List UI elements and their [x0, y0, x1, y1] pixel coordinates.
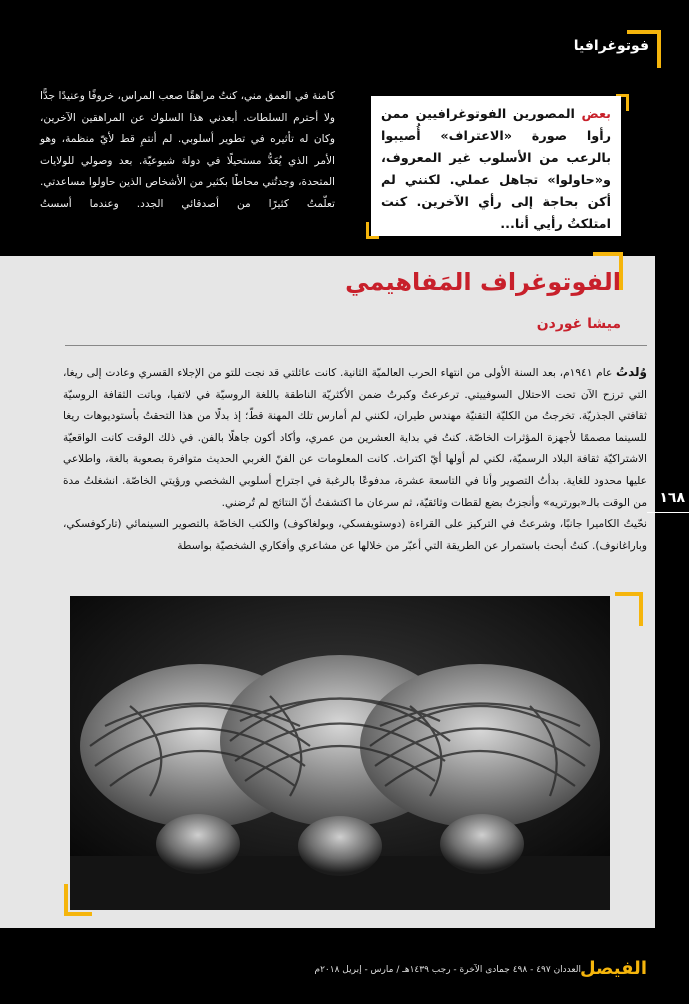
author-name: ميشا غوردن: [536, 316, 621, 332]
top-column-text: كامنة في العمق مني، كنتُ مراهقًا صعب المراس، خروفًا وعنيدًا جدًّا ولا أحترم السلطات. أبعدني هذا السلوك عن المراهقين الآخرين، وكان له تأثيره في تطوير أسلوبي. لم أنتمِ قط لأيّ منظمة، وهو الأمر الذي يُعَدُّ مستحيلًا في دولة شيوعيّة. بعد وصولي للولايات المتحدة، وجدتُني محاطًا بكثير من الأشخاص الذين حاولوا مساعدتي. تعلّمتُ كثيرًا من أصدقائي الجدد. وعندما أسستُ: [40, 90, 335, 210]
paragraph-1: [63, 362, 647, 514]
photo-corner-accent: [615, 592, 643, 626]
title-divider: [65, 345, 647, 346]
page-number: ١٦٨: [659, 490, 685, 506]
issue-info: العددان ٤٩٧ - ٤٩٨ جمادى الآخرة - رجب ١٤٣٩هـ / مارس - إبريل ٢٠١٨م: [314, 965, 581, 975]
page-number-rule: [647, 512, 689, 513]
photo-corner-accent-bottom: [64, 884, 92, 916]
artwork-photo: [70, 596, 610, 910]
pull-quote: [371, 96, 621, 236]
article-body: [63, 362, 647, 557]
article-title: الفوتوغراف المَفاهيمي: [345, 268, 621, 296]
paragraph-2: نحّيتُ الكاميرا جانبًا، وشرعتُ في التركيز على القراءة (دوستويفسكي، وبولغاكوف) والكتب الخاصّة بالتصوير السينمائي (تاركوفسكي، وباراغانوف). كنتُ أبحث باستمرار عن الطريقة التي أعبّر من خلالها عن مشاعري وأفكاري الشخصيّة بواسطة: [63, 518, 647, 552]
section-label: فوتوغرافيا: [573, 38, 649, 54]
lead-word: وُلدتُ: [616, 365, 647, 379]
quote-corner-accent-bottom: [366, 222, 379, 239]
paragraph-1-text: عام ١٩٤١م، بعد السنة الأولى من انتهاء الحرب العالميّة الثانية. كانت عائلتي قد نجت للتو من الإجلاء القسري وعادت إلى ريغا، التي ترزح الآن تحت الاحتلال السوفييتي. ترعرعتُ وكبرتُ ضمن الأكثريّة الناطقة باللغة الروسيّة في لاتفيا، وباتت الثقافة الروسيّة ثقافتي الجذريّة. تخرجتُ من الكليّة التقنيّة مهندس طيران، لكنني لم أمارس تلك المهنة قطّ؛ إذ بدلًا من هذا التحقتُ بأستوديوهات ريغا للسينما مصممًا لأجهزة المؤثرات الخاصّة. كنتُ في بداية العشرين من عمري، وأكاد أكون جاهلًا بالفن. في ذلك الوقت كانت الواقعيّة الاشتراكيّة ثقافة البلاد الرسميّة، لكني لم أولها أيّ اكتراث. كانت المعلومات عن الفنّ الغربي الحديث متوافرة بصعوبة بالغة، واطلاعي عليها محدود للغاية. بدأتُ التصوير وأنا في التاسعة عشرة، مدفوعًا بالرغبة في اجتراح أسلوبي الشخصي ورؤيتي الخاصّة. انشغلتُ مدة من الوقت بالـ«بورتريه» وأنجزتُ بضع لقطات وثائقيّة، ثم سرعان ما اكتشفتُ أنّ النتائج لم تُرضني.: [63, 367, 647, 509]
magazine-logo: الفيصل: [579, 958, 647, 979]
pull-quote-text: المصورين الفوتوغرافيين ممن رأوا صورة «الاعتراف» أُصيبوا بالرعب من الأسلوب غير المعروف، و«حاولوا» تجاهل عملي. لكنني لم أكن بحاجة إلى رأي الآخرين. كنت امتلكتُ رأيي أنا...: [381, 107, 611, 232]
pull-quote-first-word: بعض: [581, 107, 611, 122]
bound-figures-image: [70, 596, 610, 910]
